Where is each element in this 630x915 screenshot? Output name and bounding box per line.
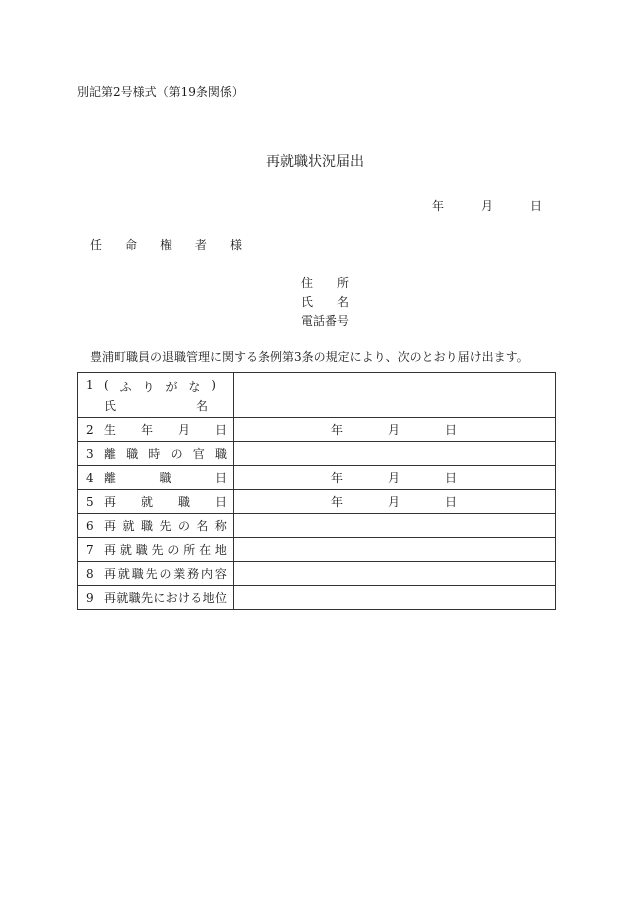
applicant-phone-label: 電話番号 [301, 314, 350, 328]
row-number: 5 [86, 494, 94, 509]
label-char: 時 [148, 447, 161, 461]
label-char: 再 [104, 591, 117, 605]
table-row [78, 442, 556, 466]
day-unit: 日 [444, 471, 457, 485]
employer-position-value-cell[interactable] [234, 586, 556, 610]
label-char: 再 [104, 495, 117, 509]
label-char: 年 [140, 423, 153, 437]
table-row [78, 586, 556, 610]
year-unit: 年 [331, 471, 344, 485]
label-char: 職 [159, 471, 172, 485]
document-title: 再就職状況届出 [266, 154, 364, 170]
label-char: の [177, 519, 190, 533]
label-char: 官 [192, 447, 205, 461]
position-at-retirement-value-cell[interactable] [234, 442, 556, 466]
table-row [78, 490, 556, 514]
label-char: 就 [117, 567, 130, 581]
label-char: が [165, 380, 178, 394]
label-char: 就 [122, 519, 135, 533]
row-number: 4 [86, 470, 94, 485]
label-char: 地 [202, 591, 215, 605]
label-char: 再 [104, 519, 117, 533]
report-form-table [77, 372, 556, 610]
year-unit: 年 [331, 423, 344, 437]
addressee-char: 命 [124, 238, 137, 252]
label-char: ふ [119, 380, 132, 394]
label-char: 職 [177, 495, 190, 509]
label-char: 称 [214, 519, 227, 533]
table-row [78, 514, 556, 538]
label-char: 日 [214, 471, 227, 485]
row-number: 2 [86, 422, 94, 437]
date-year-label: 年 [432, 199, 445, 213]
addressee-char: 任 [90, 238, 103, 252]
row-number: 6 [86, 518, 94, 533]
label-char: 就 [116, 591, 129, 605]
table-row [78, 538, 556, 562]
name-label [104, 397, 208, 414]
year-unit: 年 [331, 495, 344, 509]
label-char: 月 [177, 423, 190, 437]
statement-text: 豊浦町職員の退職管理に関する条例第3条の規定により、次のとおり届け出ます。 [90, 350, 529, 364]
employer-business-value-cell[interactable] [234, 562, 556, 586]
addressee-char: 様 [229, 238, 242, 252]
label-char: ( [104, 378, 109, 392]
employer-name-value-cell[interactable] [234, 514, 556, 538]
label-char: 離 [104, 471, 117, 485]
label-char: 位 [214, 591, 227, 605]
label-char: お [165, 591, 178, 605]
table-row [78, 466, 556, 490]
label-char: 生 [104, 423, 117, 437]
applicant-name-label [301, 293, 349, 310]
position-at-retirement-label-cell [78, 442, 234, 466]
label-char: 職 [131, 567, 144, 581]
row-number: 9 [86, 590, 94, 605]
month-unit: 月 [387, 471, 400, 485]
label-char: 先 [140, 591, 153, 605]
label-char: 職 [126, 447, 139, 461]
table-row [78, 418, 556, 442]
row-number: 1 [86, 378, 94, 392]
employer-name-label-cell [78, 514, 234, 538]
label-char: 在 [199, 543, 212, 557]
row-number: 3 [86, 446, 94, 461]
label-char: 務 [187, 567, 200, 581]
retirement-date-label-cell [78, 466, 234, 490]
birthdate-label-cell [78, 418, 234, 442]
label-char: 再 [104, 567, 117, 581]
label-char: 日 [214, 495, 227, 509]
label-char: る [190, 591, 203, 605]
label-char: の [170, 447, 183, 461]
label-char: な [188, 380, 201, 394]
name-label-cell [78, 373, 234, 418]
addressee-char: 者 [194, 238, 207, 252]
label-char: 内 [201, 567, 214, 581]
date-day-label: 日 [529, 199, 542, 213]
label-char: 職 [140, 519, 153, 533]
applicant-address-char: 住 [301, 276, 314, 290]
applicant-address-label [301, 274, 349, 291]
label-char: 再 [104, 543, 117, 557]
employer-business-label-cell [78, 562, 234, 586]
row-number: 7 [86, 542, 94, 557]
submission-date [432, 197, 542, 214]
label-char: に [153, 591, 166, 605]
employer-address-value-cell[interactable] [234, 538, 556, 562]
label-char: 職 [135, 543, 148, 557]
form-number-label: 別記第2号様式（第19条関係） [77, 85, 244, 99]
name-value-cell[interactable] [234, 373, 556, 418]
date-month-label: 月 [480, 199, 493, 213]
label-char: の [159, 567, 172, 581]
label-char: 所 [183, 543, 196, 557]
label-char: 日 [214, 423, 227, 437]
label-char: 就 [119, 543, 132, 557]
label-char: 名 [196, 519, 209, 533]
applicant-name-char: 名 [336, 295, 349, 309]
label-char: け [177, 591, 190, 605]
reemployment-date-value-cell[interactable] [234, 490, 556, 514]
label-char: 業 [173, 567, 186, 581]
employer-position-label-cell [78, 586, 234, 610]
label-char: 名 [195, 399, 208, 413]
label-char: 先 [151, 543, 164, 557]
label-char: 地 [214, 543, 227, 557]
applicant-address-char: 所 [336, 276, 349, 290]
month-unit: 月 [387, 495, 400, 509]
retirement-date-value-cell[interactable] [234, 466, 556, 490]
label-char: 離 [104, 447, 117, 461]
label-char: 職 [128, 591, 141, 605]
applicant-name-char: 氏 [301, 295, 314, 309]
birthdate-value-cell[interactable] [234, 418, 556, 442]
row-number: 8 [86, 566, 94, 581]
day-unit: 日 [444, 423, 457, 437]
label-char: 氏 [104, 399, 117, 413]
table-row [78, 373, 556, 418]
addressee [90, 236, 242, 253]
label-char: 職 [214, 447, 227, 461]
reemployment-date-label-cell [78, 490, 234, 514]
day-unit: 日 [444, 495, 457, 509]
label-char: 先 [145, 567, 158, 581]
label-char: 就 [140, 495, 153, 509]
addressee-char: 権 [159, 238, 172, 252]
label-char: 先 [159, 519, 172, 533]
label-char: り [142, 380, 155, 394]
employer-address-label-cell [78, 538, 234, 562]
label-char: 容 [214, 567, 227, 581]
furigana-label [86, 378, 216, 395]
label-char: の [167, 543, 180, 557]
month-unit: 月 [387, 423, 400, 437]
table-row [78, 562, 556, 586]
label-char: ) [211, 378, 216, 392]
